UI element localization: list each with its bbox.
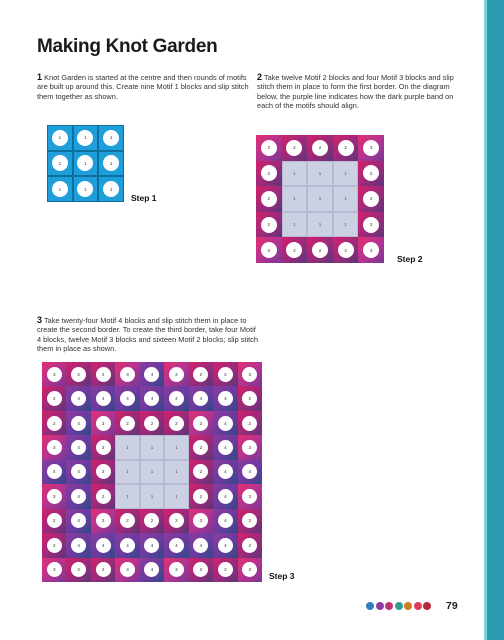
- step-2-diagram: [256, 135, 384, 263]
- motif-block: [115, 509, 139, 533]
- motif-block: [282, 186, 308, 212]
- motif-block: [307, 212, 333, 238]
- motif-block: [42, 533, 66, 557]
- motif-block: [140, 411, 164, 435]
- motif-block: [91, 484, 115, 508]
- motif-disc: 2: [47, 391, 62, 406]
- motif-block: [238, 533, 262, 557]
- motif-disc: 2: [242, 513, 257, 528]
- motif-block: [238, 411, 262, 435]
- motif-number: 1: [318, 196, 322, 202]
- motif-disc: 4: [218, 391, 233, 406]
- step-1-caption: Step 1: [131, 193, 157, 203]
- motif-disc: 2: [338, 242, 354, 258]
- motif-disc: 3: [242, 440, 257, 455]
- motif-block: [66, 362, 90, 386]
- motif-number: 1: [150, 445, 154, 451]
- motif-disc: 2: [96, 440, 111, 455]
- motif-block: [189, 386, 213, 410]
- motif-block: [164, 411, 188, 435]
- motif-disc: 3: [193, 513, 208, 528]
- footer-dot: [414, 602, 422, 610]
- motif-block: [189, 509, 213, 533]
- footer-dot: [385, 602, 393, 610]
- motif-block: [42, 386, 66, 410]
- motif-block: [307, 186, 333, 212]
- motif-block: [42, 460, 66, 484]
- motif-disc: 3: [169, 367, 184, 382]
- step-3-caption: Step 3: [269, 571, 295, 581]
- motif-block: [358, 186, 384, 212]
- motif-disc: 2: [261, 191, 277, 207]
- motif-disc: 4: [144, 538, 159, 553]
- motif-block: [164, 386, 188, 410]
- motif-disc: 2: [47, 513, 62, 528]
- motif-number: 1: [344, 196, 347, 202]
- motif-disc: 2: [261, 165, 277, 181]
- motif-disc: 4: [71, 538, 86, 553]
- motif-block: [282, 135, 308, 161]
- motif-disc: 3: [169, 562, 184, 577]
- motif-disc: 2: [312, 140, 328, 156]
- motif-number: 1: [293, 170, 296, 176]
- instruction-step-2: [257, 73, 469, 110]
- motif-disc: 4: [218, 416, 233, 431]
- motif-block: [115, 460, 139, 484]
- motif-disc: 2: [363, 217, 379, 233]
- motif-disc: 2: [193, 464, 208, 479]
- motif-block: [238, 509, 262, 533]
- motif-block: [66, 509, 90, 533]
- motif-block: [333, 212, 359, 238]
- motif-block: [73, 151, 99, 177]
- page-title: Making Knot Garden: [37, 36, 218, 57]
- motif-block: [256, 212, 282, 238]
- motif-block: [140, 362, 164, 386]
- motif-block: [213, 533, 237, 557]
- motif-disc: 1: [52, 155, 68, 171]
- motif-block: [282, 212, 308, 238]
- motif-disc: 4: [218, 464, 233, 479]
- step-1-number: 1: [37, 72, 43, 82]
- motif-block: [213, 435, 237, 459]
- motif-number: 1: [318, 222, 322, 228]
- motif-disc: 1: [52, 130, 68, 146]
- motif-disc: 1: [103, 130, 119, 146]
- motif-block: [238, 386, 262, 410]
- motif-disc: 3: [96, 513, 111, 528]
- motif-disc: 1: [103, 181, 119, 197]
- motif-block: [282, 161, 308, 187]
- motif-block: [358, 237, 384, 263]
- motif-block: [189, 533, 213, 557]
- motif-disc: 1: [103, 155, 119, 171]
- motif-disc: 4: [71, 391, 86, 406]
- motif-number: 1: [150, 493, 154, 499]
- motif-disc: 3: [120, 562, 135, 577]
- motif-disc: 1: [77, 155, 93, 171]
- motif-disc: 2: [71, 367, 86, 382]
- motif-block: [91, 411, 115, 435]
- motif-block: [140, 386, 164, 410]
- motif-disc: 4: [120, 391, 135, 406]
- motif-block: [333, 135, 359, 161]
- motif-block: [66, 386, 90, 410]
- motif-block: [189, 558, 213, 582]
- motif-block: [282, 237, 308, 263]
- motif-block: [164, 460, 188, 484]
- motif-block: [115, 484, 139, 508]
- motif-disc: 4: [144, 391, 159, 406]
- motif-disc: 4: [144, 562, 159, 577]
- motif-block: [333, 237, 359, 263]
- motif-block: [91, 460, 115, 484]
- motif-disc: 2: [144, 513, 159, 528]
- motif-block: [238, 558, 262, 582]
- motif-block: [66, 435, 90, 459]
- motif-disc: 2: [47, 538, 62, 553]
- motif-number: 1: [175, 469, 178, 475]
- motif-disc: 2: [96, 464, 111, 479]
- motif-number: 1: [126, 445, 129, 451]
- motif-block: [140, 460, 164, 484]
- motif-block: [238, 362, 262, 386]
- motif-disc: 3: [47, 440, 62, 455]
- motif-block: [42, 411, 66, 435]
- motif-disc: 3: [261, 242, 277, 258]
- motif-block: [91, 533, 115, 557]
- motif-disc: 1: [52, 181, 68, 197]
- motif-disc: 2: [363, 165, 379, 181]
- motif-block: [66, 484, 90, 508]
- motif-disc: 4: [71, 416, 86, 431]
- motif-disc: 4: [169, 538, 184, 553]
- motif-block: [98, 125, 124, 151]
- motif-block: [307, 237, 333, 263]
- motif-disc: 4: [218, 440, 233, 455]
- motif-disc: 2: [363, 191, 379, 207]
- motif-disc: 4: [144, 367, 159, 382]
- motif-block: [140, 435, 164, 459]
- motif-disc: 2: [96, 489, 111, 504]
- motif-number: 1: [175, 445, 178, 451]
- motif-block: [66, 411, 90, 435]
- motif-number: 1: [293, 222, 296, 228]
- motif-block: [140, 533, 164, 557]
- motif-disc: 3: [242, 562, 257, 577]
- motif-block: [42, 484, 66, 508]
- motif-disc: 4: [193, 391, 208, 406]
- motif-block: [91, 386, 115, 410]
- motif-disc: 3: [47, 367, 62, 382]
- motif-block: [189, 411, 213, 435]
- motif-block: [98, 176, 124, 202]
- motif-disc: 4: [71, 440, 86, 455]
- motif-block: [115, 386, 139, 410]
- side-color-stripe: [484, 0, 504, 640]
- motif-block: [333, 161, 359, 187]
- step-3-number: 3: [37, 315, 43, 325]
- motif-disc: 4: [47, 464, 62, 479]
- motif-block: [164, 484, 188, 508]
- motif-block: [213, 386, 237, 410]
- motif-disc: 2: [193, 489, 208, 504]
- motif-disc: 2: [47, 416, 62, 431]
- motif-number: 1: [175, 493, 178, 499]
- step-3-diagram: [42, 362, 262, 582]
- motif-block: [164, 435, 188, 459]
- motif-disc: 2: [242, 416, 257, 431]
- motif-disc: 4: [71, 489, 86, 504]
- motif-block: [213, 460, 237, 484]
- motif-disc: 3: [363, 140, 379, 156]
- motif-disc: 2: [286, 140, 302, 156]
- motif-disc: 4: [218, 489, 233, 504]
- motif-disc: 1: [77, 130, 93, 146]
- motif-number: 1: [344, 170, 347, 176]
- motif-block: [358, 212, 384, 238]
- motif-block: [189, 460, 213, 484]
- motif-disc: 2: [218, 367, 233, 382]
- motif-disc: 1: [77, 181, 93, 197]
- motif-number: 1: [126, 493, 129, 499]
- motif-disc: 3: [120, 367, 135, 382]
- motif-block: [42, 509, 66, 533]
- instruction-step-3: [37, 316, 259, 353]
- motif-block: [140, 509, 164, 533]
- motif-disc: 4: [71, 464, 86, 479]
- motif-block: [213, 509, 237, 533]
- footer-dot: [423, 602, 431, 610]
- motif-disc: 2: [193, 367, 208, 382]
- motif-block: [73, 125, 99, 151]
- motif-block: [140, 484, 164, 508]
- motif-block: [66, 558, 90, 582]
- motif-block: [42, 558, 66, 582]
- motif-disc: 4: [120, 538, 135, 553]
- motif-block: [47, 151, 73, 177]
- motif-block: [189, 362, 213, 386]
- step-2-caption: Step 2: [397, 254, 423, 264]
- motif-disc: 3: [47, 489, 62, 504]
- motif-block: [42, 362, 66, 386]
- motif-block: [256, 186, 282, 212]
- motif-block: [213, 411, 237, 435]
- motif-block: [91, 435, 115, 459]
- motif-block: [115, 411, 139, 435]
- motif-disc: 2: [120, 513, 135, 528]
- motif-number: 1: [318, 170, 322, 176]
- motif-disc: 4: [218, 538, 233, 553]
- motif-disc: 4: [242, 464, 257, 479]
- motif-disc: 2: [120, 416, 135, 431]
- motif-block: [238, 460, 262, 484]
- motif-disc: 2: [169, 513, 184, 528]
- motif-disc: 2: [96, 367, 111, 382]
- motif-block: [115, 533, 139, 557]
- motif-disc: 3: [363, 242, 379, 258]
- motif-disc: 3: [193, 416, 208, 431]
- motif-disc: 2: [286, 242, 302, 258]
- motif-block: [47, 176, 73, 202]
- footer-dot: [376, 602, 384, 610]
- motif-block: [238, 484, 262, 508]
- motif-block: [238, 435, 262, 459]
- motif-disc: 2: [193, 562, 208, 577]
- motif-disc: 2: [261, 217, 277, 233]
- motif-block: [47, 125, 73, 151]
- step-3-text: Take twenty-four Motif 4 blocks and slip stitch them in place to create the second border. To create the third border, take four Motif 4 blocks, twelve Motif 3 blocks and sixteen Motif 2 blocks; slip stitch them in place as shown.: [37, 316, 258, 353]
- motif-number: 1: [344, 222, 347, 228]
- motif-block: [333, 186, 359, 212]
- motif-disc: 4: [96, 538, 111, 553]
- motif-block: [66, 460, 90, 484]
- motif-disc: 3: [242, 367, 257, 382]
- motif-disc: 4: [218, 513, 233, 528]
- motif-disc: 4: [169, 391, 184, 406]
- motif-block: [66, 533, 90, 557]
- motif-block: [164, 362, 188, 386]
- motif-disc: 4: [96, 391, 111, 406]
- motif-block: [91, 509, 115, 533]
- motif-block: [189, 435, 213, 459]
- motif-block: [307, 161, 333, 187]
- step-2-number: 2: [257, 72, 263, 82]
- motif-block: [115, 558, 139, 582]
- step-1-diagram: [47, 125, 124, 202]
- motif-block: [42, 435, 66, 459]
- instruction-step-1: [37, 73, 249, 101]
- motif-block: [256, 161, 282, 187]
- motif-disc: 2: [144, 416, 159, 431]
- motif-disc: 3: [242, 489, 257, 504]
- motif-block: [358, 161, 384, 187]
- footer-dot: [395, 602, 403, 610]
- motif-number: 1: [293, 196, 296, 202]
- motif-disc: 3: [261, 140, 277, 156]
- motif-disc: 2: [242, 538, 257, 553]
- motif-block: [91, 558, 115, 582]
- motif-disc: 2: [96, 562, 111, 577]
- page-number: 79: [446, 600, 458, 612]
- motif-disc: 4: [193, 538, 208, 553]
- step-1-text: Knot Garden is started at the centre and then rounds of motifs are built up around this. Create nine Motif 1 blocks and slip stitch them together as shown.: [37, 73, 249, 101]
- motif-block: [73, 176, 99, 202]
- motif-block: [256, 135, 282, 161]
- motif-block: [140, 558, 164, 582]
- footer-dot: [404, 602, 412, 610]
- motif-block: [164, 533, 188, 557]
- motif-block: [307, 135, 333, 161]
- step-2-text: Take twelve Motif 2 blocks and four Motif 3 blocks and slip stitch them in place to form the first border. On the diagram below, the purple line indicates how the dark purple band on each of the motifs should align.: [257, 73, 454, 110]
- motif-disc: 2: [242, 391, 257, 406]
- motif-block: [256, 237, 282, 263]
- footer-color-dots: [366, 602, 431, 610]
- footer-dot: [366, 602, 374, 610]
- motif-number: 1: [126, 469, 129, 475]
- motif-number: 1: [150, 469, 154, 475]
- motif-disc: 2: [71, 562, 86, 577]
- motif-block: [213, 558, 237, 582]
- motif-disc: 2: [218, 562, 233, 577]
- motif-disc: 2: [338, 140, 354, 156]
- motif-block: [115, 435, 139, 459]
- motif-disc: 2: [193, 440, 208, 455]
- motif-block: [164, 558, 188, 582]
- motif-block: [98, 151, 124, 177]
- motif-block: [189, 484, 213, 508]
- motif-disc: 2: [312, 242, 328, 258]
- motif-disc: 3: [96, 416, 111, 431]
- motif-block: [213, 484, 237, 508]
- motif-block: [164, 509, 188, 533]
- motif-block: [358, 135, 384, 161]
- motif-block: [91, 362, 115, 386]
- motif-disc: 3: [47, 562, 62, 577]
- motif-block: [213, 362, 237, 386]
- motif-disc: 2: [169, 416, 184, 431]
- motif-block: [115, 362, 139, 386]
- motif-disc: 4: [71, 513, 86, 528]
